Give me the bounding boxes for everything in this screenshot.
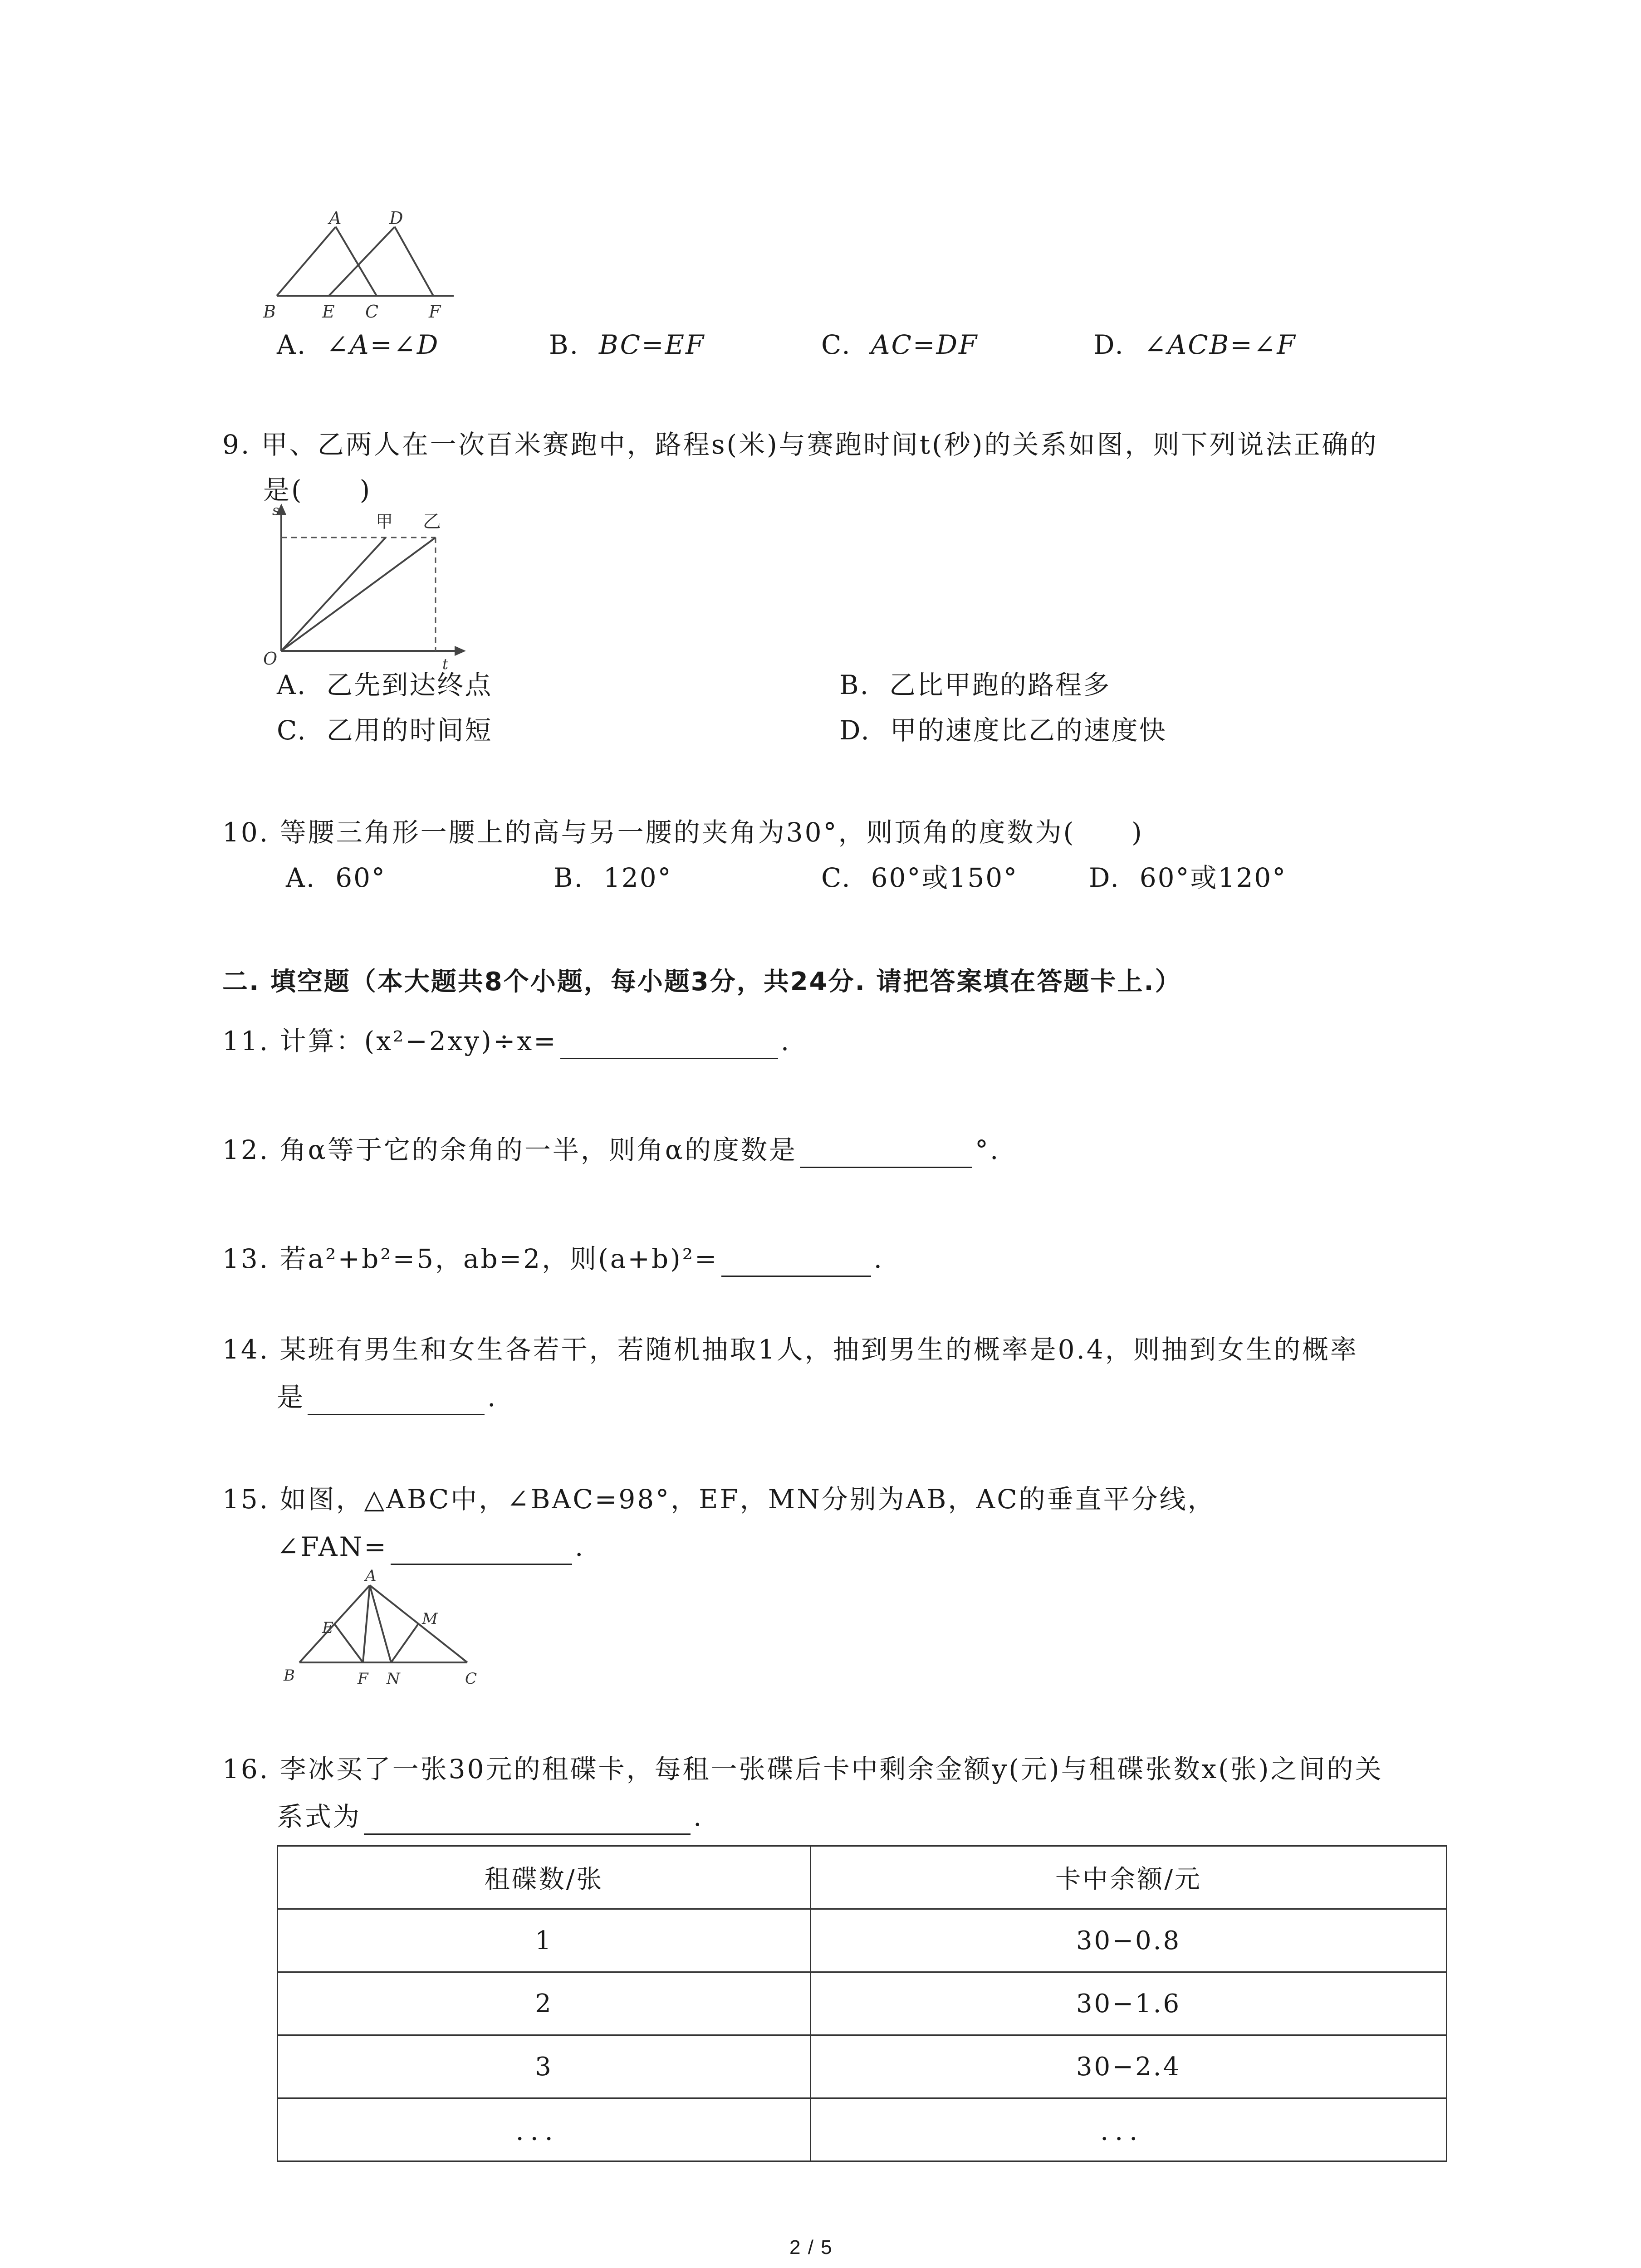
q12: 12. 角α等于它的余角的一半，则角α的度数是 °.	[222, 1132, 1000, 1168]
table-cell: 30−1.6	[811, 1972, 1447, 2035]
table-row	[278, 1972, 1447, 2035]
q16-answer-blank[interactable]	[364, 1805, 691, 1835]
q15-label-C: C	[465, 1670, 477, 1688]
q8-option-b: B. BC=EF	[549, 329, 705, 360]
table-row	[278, 2098, 1447, 2161]
q8-label-B: B	[263, 302, 276, 322]
q9-distance-time-graph	[254, 501, 472, 674]
table-header-cell: 租碟数/张	[278, 1846, 811, 1909]
table-cell: 30−2.4	[811, 2035, 1447, 2098]
q9-option-a: A. 乙先到达终点	[277, 670, 493, 700]
q15-label-A: A	[365, 1567, 377, 1585]
q15-label-N: N	[387, 1670, 400, 1688]
table-row	[278, 2035, 1447, 2098]
q10-option-d: D. 60°或120°	[1089, 862, 1287, 893]
section-heading-fill-blank: 二. 填空题（本大题共8个小题，每小题3分，共24分. 请把答案填在答题卡上.）	[222, 967, 1182, 997]
table-header-row	[278, 1846, 1447, 1909]
q8-triangles-figure	[254, 209, 472, 327]
q16-line1: 16. 李冰买了一张30元的租碟卡，每租一张碟后卡中剩余金额y(元)与租碟张数x(张)之间的关	[222, 1754, 1383, 1784]
q15-line2: ∠FAN= .	[277, 1529, 585, 1565]
q8-option-c: C. AC=DF	[821, 329, 979, 360]
q8-option-a: A. ∠A=∠D	[277, 329, 440, 360]
table-cell: 30−0.8	[811, 1909, 1447, 1972]
q16-line2: 系式为 .	[277, 1799, 703, 1835]
q8-label-E: E	[322, 302, 335, 322]
q15-triangle-figure	[272, 1565, 508, 1701]
q9-label-t: t	[442, 655, 448, 673]
q12-answer-blank[interactable]	[800, 1139, 972, 1168]
q10-option-c: C. 60°或150°	[821, 862, 1019, 893]
q8-label-A: A	[329, 209, 342, 228]
q8-label-D: D	[389, 209, 403, 228]
q9-label-yi: 乙	[423, 511, 441, 532]
q14-line2: 是 .	[277, 1379, 497, 1415]
q8-option-d: D. ∠ACB=∠F	[1093, 329, 1297, 360]
q9-stem-line1: 9. 甲、乙两人在一次百米赛跑中，路程s(米)与赛跑时间t(秒)的关系如图，则下列说法正确的	[222, 429, 1378, 460]
q15-label-E: E	[322, 1619, 333, 1637]
q9-stem-line2: 是( )	[263, 474, 372, 505]
q15-label-M: M	[422, 1610, 438, 1628]
q15-line1: 15. 如图，△ABC中，∠BAC=98°，EF，MN分别为AB，AC的垂直平分线，	[222, 1484, 1216, 1515]
q9-line-jia	[281, 538, 386, 651]
q9-label-s: s	[272, 503, 279, 518]
q15-label-B: B	[284, 1667, 295, 1685]
q9-option-d: D. 甲的速度比乙的速度快	[839, 715, 1167, 746]
q10-option-b: B. 120°	[554, 862, 672, 893]
q14-line1: 14. 某班有男生和女生各若干，若随机抽取1人，抽到男生的概率是0.4，则抽到女生的概率	[222, 1334, 1358, 1365]
q9-line-yi	[281, 538, 436, 651]
q9-label-jia: 甲	[376, 512, 393, 532]
q11: 11. 计算：(x²−2xy)÷x= .	[222, 1023, 791, 1059]
q9-option-b: B. 乙比甲跑的路程多	[839, 670, 1111, 700]
q10-stem: 10. 等腰三角形一腰上的高与另一腰的夹角为30°，则顶角的度数为( )	[222, 817, 1144, 848]
q11-text: 11. 计算：(x²−2xy)÷x=	[222, 1026, 558, 1056]
table-cell: 1	[278, 1909, 811, 1972]
table-cell: ．．．	[811, 2098, 1447, 2161]
table-cell: ．．．	[278, 2098, 811, 2161]
q8-label-F: F	[429, 302, 441, 322]
q9-option-c: C. 乙用的时间短	[277, 715, 493, 746]
q11-answer-blank[interactable]	[560, 1030, 778, 1059]
page-number: 2 / 5	[789, 2236, 833, 2258]
q15-answer-blank[interactable]	[391, 1535, 572, 1565]
q10-option-a: A. 60°	[286, 862, 387, 893]
q8-label-C: C	[365, 302, 379, 322]
q14-answer-blank[interactable]	[308, 1386, 485, 1415]
table-cell: 3	[278, 2035, 811, 2098]
table-header-cell: 卡中余额/元	[811, 1846, 1447, 1909]
rental-table	[277, 1845, 1447, 2162]
table-cell: 2	[278, 1972, 811, 2035]
table-row	[278, 1909, 1447, 1972]
q13: 13. 若a²+b²=5，ab=2，则(a+b)²= .	[222, 1241, 884, 1277]
q13-answer-blank[interactable]	[721, 1247, 871, 1277]
q9-label-O: O	[263, 649, 278, 669]
q12-text: 12. 角α等于它的余角的一半，则角α的度数是	[222, 1134, 798, 1165]
q15-label-F: F	[358, 1670, 368, 1688]
q13-text: 13. 若a²+b²=5，ab=2，则(a+b)²=	[222, 1243, 719, 1274]
